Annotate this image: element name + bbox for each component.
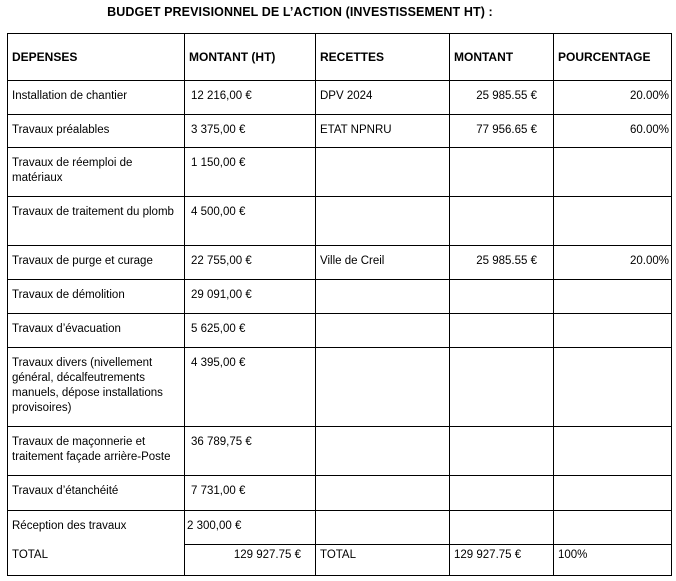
cell-pourcentage [554, 511, 672, 545]
cell-montant-recette [450, 511, 554, 545]
table-row [8, 148, 672, 197]
cell-depense: Travaux de purge et curage [8, 246, 185, 280]
cell-montant-recette [450, 427, 554, 476]
cell-recette [316, 197, 450, 246]
cell-montant: 29 091,00 € [185, 280, 316, 314]
cell-pourcentage [554, 148, 672, 197]
cell-montant-recette [450, 280, 554, 314]
cell-depense: Installation de chantier [8, 81, 185, 115]
header-montant: MONTANT [450, 34, 554, 81]
cell-montant-recette: 25 985.55 € [450, 81, 554, 115]
cell-recette [316, 511, 450, 545]
cell-pourcentage [554, 197, 672, 246]
table-row [8, 476, 672, 511]
total-recette-label: TOTAL [316, 545, 450, 576]
cell-recette [316, 348, 450, 427]
cell-pourcentage [554, 427, 672, 476]
cell-recette [316, 314, 450, 348]
cell-recette [316, 476, 450, 511]
cell-montant: 7 731,00 € [185, 476, 316, 511]
cell-depense: Réception des travaux [8, 511, 185, 545]
cell-depense: Travaux de démolition [8, 280, 185, 314]
document-title: BUDGET PREVISIONNEL DE L’ACTION (INVESTISSEMENT HT) : [107, 5, 493, 19]
cell-recette: DPV 2024 [316, 81, 450, 115]
cell-recette: ETAT NPNRU [316, 115, 450, 148]
table-row [8, 197, 672, 246]
cell-montant: 4 395,00 € [185, 348, 316, 427]
header-pourcentage: POURCENTAGE [554, 34, 672, 81]
cell-pourcentage [554, 280, 672, 314]
cell-montant: 12 216,00 € [185, 81, 316, 115]
cell-recette [316, 427, 450, 476]
cell-montant-recette: 25 985.55 € [450, 246, 554, 280]
table-row [8, 246, 672, 280]
cell-depense: Travaux d’étanchéité [8, 476, 185, 511]
total-pourcentage: 100% [554, 545, 672, 576]
cell-depense: Travaux de réemploi de matériaux [8, 148, 185, 197]
cell-montant-recette [450, 197, 554, 246]
cell-depense: Travaux de maçonnerie et traitement façade arrière-Poste [8, 427, 185, 476]
cell-recette [316, 280, 450, 314]
cell-depense: Travaux préalables [8, 115, 185, 148]
table-row [8, 427, 672, 476]
cell-montant-recette: 77 956.65 € [450, 115, 554, 148]
cell-montant: 3 375,00 € [185, 115, 316, 148]
cell-depense: Travaux de traitement du plomb [8, 197, 185, 246]
table-row [8, 280, 672, 314]
cell-montant-recette [450, 348, 554, 427]
table-row [8, 115, 672, 148]
cell-montant-recette [450, 148, 554, 197]
cell-pourcentage: 20.00% [554, 81, 672, 115]
cell-montant: 4 500,00 € [185, 197, 316, 246]
cell-pourcentage [554, 314, 672, 348]
table-row [8, 348, 672, 427]
cell-montant: 1 150,00 € [185, 148, 316, 197]
cell-montant-recette [450, 476, 554, 511]
budget-table [7, 33, 672, 576]
cell-montant: 5 625,00 € [185, 314, 316, 348]
header-recettes: RECETTES [316, 34, 450, 81]
table-row [8, 81, 672, 115]
cell-pourcentage [554, 348, 672, 427]
cell-recette: Ville de Creil [316, 246, 450, 280]
table-row [8, 511, 672, 545]
cell-pourcentage: 60.00% [554, 115, 672, 148]
total-montant-recette: 129 927.75 € [450, 545, 554, 576]
cell-montant: 22 755,00 € [185, 246, 316, 280]
cell-depense: Travaux divers (nivellement général, décalfeutrements manuels, dépose installations provisoires) [8, 348, 185, 427]
cell-montant-recette [450, 314, 554, 348]
header-montant-ht: MONTANT (HT) [185, 34, 316, 81]
total-row [8, 545, 672, 576]
cell-recette [316, 148, 450, 197]
table-row [8, 314, 672, 348]
cell-pourcentage [554, 476, 672, 511]
header-row [8, 34, 672, 81]
cell-depense: Travaux d’évacuation [8, 314, 185, 348]
cell-montant: 2 300,00 € [185, 511, 316, 545]
cell-montant: 36 789,75 € [185, 427, 316, 476]
total-montant: 129 927.75 € [185, 545, 316, 576]
header-depenses: DEPENSES [8, 34, 185, 81]
total-label: TOTAL [8, 545, 185, 576]
cell-pourcentage: 20.00% [554, 246, 672, 280]
